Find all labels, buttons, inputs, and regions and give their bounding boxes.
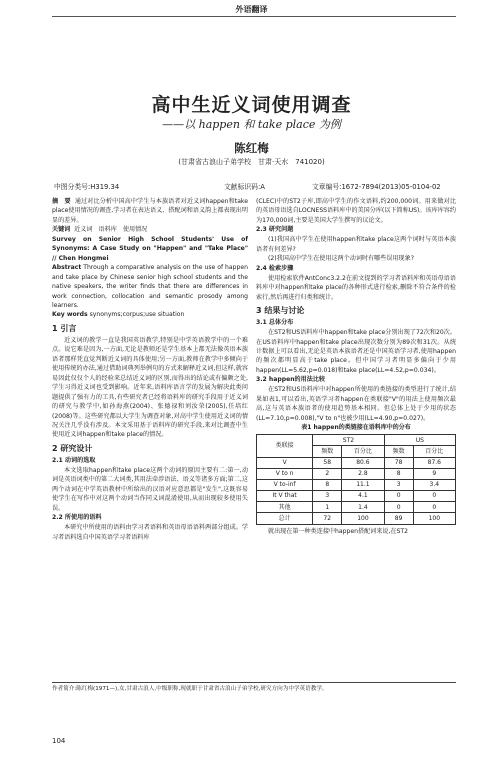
table-cell: 8 — [384, 468, 413, 479]
english-keywords-label: Key words — [52, 311, 88, 319]
abstract-label: 摘 要 — [52, 198, 71, 205]
author-footnote: 作者简介:陈红梅(1971—),女,甘肃古浪人,中级职称,现就职于甘肃省古浪山子弟学校,研究方向为中学英语教学。 — [52, 686, 328, 692]
paragraph-2-1: 本文选取happen和take place这两个动词的原因主要有二:第一,动词是英语词类中的第二大词类,其用法牵涉语法、语义等诸多方面;第二,这两个动词在中学英语教材中所给出的汉语对应意思都是"发生",这既容易使学生在写作中对这两个动词当作同义词混淆使用,从而出现较多使用失误。 — [52, 466, 248, 512]
th-pct: 百分比 — [413, 446, 455, 457]
table-cell: 87.6 — [413, 457, 455, 468]
table-row — [257, 468, 456, 479]
table-row — [257, 457, 456, 468]
table-cell: It V that — [257, 491, 313, 502]
table-cell: 2 — [313, 468, 342, 479]
abstract-text: 通过对比分析中国高中学生与本族语者对近义词happen和take place使用情况的调查,学习者在表达语义、搭配词和语义韵上都表现出明显的差异。 — [52, 198, 248, 224]
table-cell: 100 — [342, 513, 384, 524]
paragraph-3-2: 在ST2和US语料库中对happen所使用的类链接的类型进行了统计,结果如表1,可以看出,英语学习者happen在类联接"V"的用法上使用频次最高,这与英语本族语者的使用趋势基本相同。但总体上处于少用的状态(LL=7.10,p=0.008),"V to n"也被少用(LL=4.90,p=0.027)。 — [256, 386, 456, 422]
table-header-row — [257, 435, 456, 446]
heading-3-1: 3.1 总体分布 — [256, 319, 294, 327]
english-abstract-text: Through a comparative analysis on the use of happen and take place by Chinese senior high school students and the native speakers, the writer finds that there are differences in work connection, collocation and semantic prosody among learners. — [52, 264, 248, 309]
table-cell: 9 — [413, 468, 455, 479]
table-row — [257, 513, 456, 524]
table-cell: 0 — [384, 491, 413, 502]
th-freq: 频数 — [313, 446, 342, 457]
left-column — [52, 197, 248, 542]
author-affiliation: (甘肃省古浪山子弟学校 甘肃·天水 741020) — [178, 158, 325, 166]
article-title: 高中生近义词使用调查 — [151, 94, 352, 116]
research-question-2: (2)我国高中学生在使用这两个动词时有哪些误用现象? — [268, 255, 414, 263]
table-cell: 3 — [384, 479, 413, 490]
th-pct: 百分比 — [342, 446, 384, 457]
paragraph-2-2: 本研究中所使用的语料由学习者语料和英语母语语料两部分组成。学习者语料选自中国英语学习者语料库 — [52, 524, 248, 541]
author-name: 陈红梅 — [234, 141, 269, 155]
heading-3-2: 3.2 happen的用法比较 — [256, 376, 326, 384]
heading-introduction: 1 引言 — [52, 323, 77, 333]
abstract — [52, 197, 248, 225]
heading-2-2: 2.2 所使用的语料 — [52, 514, 102, 522]
english-keywords — [52, 310, 248, 319]
table-cell: 58 — [313, 457, 342, 468]
article-id: 文章编号:1672-7894(2013)05-0104-02 — [312, 183, 441, 191]
table-cell: 80.6 — [342, 457, 384, 468]
right-column — [256, 197, 456, 536]
table-cell: 总计 — [257, 513, 313, 524]
section-label: 外语翻译 — [235, 5, 268, 14]
table-row — [257, 479, 456, 490]
footnote-rule — [52, 682, 456, 683]
table-caption: 表1 happen的类链接在语料库中的分布 — [301, 424, 411, 432]
table-cell: 0 — [413, 502, 455, 513]
th-group-us: US — [384, 435, 455, 446]
clc-number: 中图分类号:H319.34 — [54, 183, 120, 191]
table-cell: 3.4 — [413, 479, 455, 490]
table-cell: 2.8 — [342, 468, 384, 479]
table-cell: 4.1 — [342, 491, 384, 502]
table-cell: 8 — [313, 479, 342, 490]
table-cell: 89 — [384, 513, 413, 524]
table-cell: 0 — [413, 491, 455, 502]
table-row — [257, 502, 456, 513]
heading-results: 3 结果与讨论 — [256, 306, 305, 316]
heading-2-3: 2.3 研究问题 — [256, 226, 294, 234]
paragraph-2-4: 使用检索软件AntConc3.2.2在前文提到的学习者语料库和英语母语语料库中对happen和take place的各种形式进行检索,删除不符合条件的检索行,然后再进行归类和统计。 — [256, 274, 456, 301]
table-cell: 其他 — [257, 502, 313, 513]
page-number: 104 — [52, 737, 66, 745]
table-cell: 1 — [313, 502, 342, 513]
english-abstract-label: Abstract — [52, 264, 82, 272]
table-cell: 11.1 — [342, 479, 384, 490]
table-cell: 72 — [313, 513, 342, 524]
paragraph-after-table: 就出现在第一种类连接中happen搭配词来说,在ST2 — [268, 527, 408, 535]
doc-code: 文献标识码:A — [224, 183, 265, 191]
keywords-label: 关键词 — [52, 226, 71, 234]
happen-colligation-table — [256, 434, 456, 525]
research-question-1: (1)我国高中学生在使用happen和take place这两个词时与英语本族语者有何差异? — [256, 236, 456, 253]
table-cell: V to-inf — [257, 479, 313, 490]
table-cell: 1.4 — [342, 502, 384, 513]
table-cell: 78 — [384, 457, 413, 468]
table-cell: V — [257, 457, 313, 468]
english-abstract — [52, 263, 248, 310]
heading-2-1: 2.1 动词的选取 — [52, 456, 96, 464]
article-subtitle: ——以 happen 和 take place 为例 — [162, 118, 341, 131]
th-freq: 频数 — [384, 446, 413, 457]
intro-paragraph: 近义词的教学一直是我国英语教学,特别是中学英语教学中的一个难点。说它难是因为,一方面,无论是教师还是学生基本上都无法像英语本族语者那样凭直觉判断近义词的具体使用;另一方面,教师在教学中多倾向于使用传统的办法,通过借助词典列举例句的方式来解释近义词,但这样,就容易因此仅仅个人的经验来总结近义词的区别,而得出的结论或有偏颇之处,学生习得近义词也受到影响。近年来,语料库语言学的发展为解决此类问题提供了强有力的工具,有些研究者已经将语料库的研究手段用于近义词的研究与教学中,如孙海燕(2004)、张德禄和刘汝荣(2005),任培红(2008)等。这些研究都以大学生为调查对象,对高中学生使用近义词的情况关注几乎没有涉及。本文采用基于语料库的研究手段,来对比调查中生使用近义词happen和take place的情况。 — [52, 336, 248, 439]
english-keywords-text: synonyms;corpus;use situation — [89, 311, 185, 319]
english-title: Survey on Senior High School Students' Use of Synonyms: A Case Study on "Happen" and "Take Place" // Chen Hongmei — [52, 235, 248, 262]
table-cell: 100 — [413, 513, 455, 524]
paragraph-3-1: 在ST2和US语料库中happen和take place分别出现了72次和20次。在US语料库中happen和take place出现次数分别为89次和31次。从统计数据上可以看出,无论是英语本族语者还是中国英语学习者,使用happen的频次都明显高于take place。但中国学习者明显多偏向于少用happen(LL=5.62,p=0.018)和take place(LL=4.52,p=0.034)。 — [256, 329, 456, 374]
corpus-paragraph: (CLEC)中的ST2子库,即高中学生的作文语料,约200,000词。用来做对比的英语母语选自LOCNESS语料库中的美国分库(以下简称US)。该库库容约为170,000词,主要是美国大学生撰写的议论文。 — [256, 198, 456, 224]
keywords-text: 近义词 语料库 使用情况 — [74, 226, 148, 234]
heading-2-4: 2.4 检索步骤 — [256, 264, 294, 272]
keywords — [52, 225, 248, 234]
table-cell: V to n — [257, 468, 313, 479]
th-type: 类联接 — [257, 435, 313, 457]
table-row — [257, 491, 456, 502]
heading-research-design: 2 研究设计 — [52, 443, 93, 453]
header-rule — [52, 16, 456, 17]
table-cell: 3 — [313, 491, 342, 502]
table-cell: 0 — [384, 502, 413, 513]
th-group-st2: ST2 — [313, 435, 384, 446]
